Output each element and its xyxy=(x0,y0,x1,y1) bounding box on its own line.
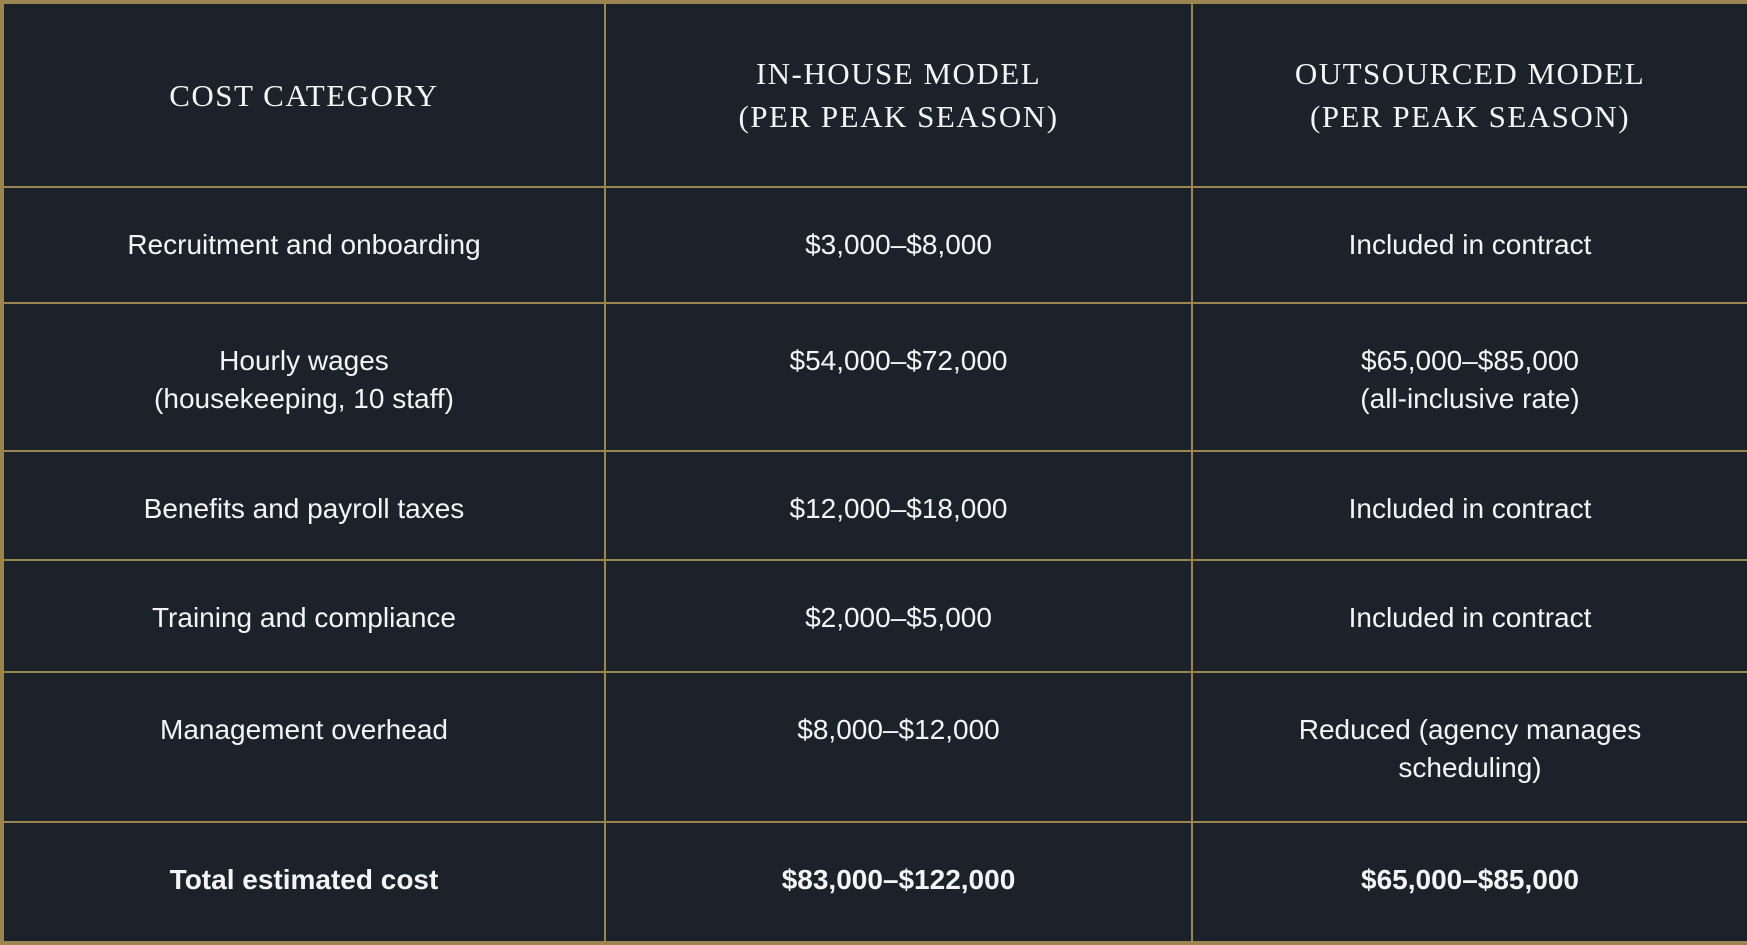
cell-in-house xyxy=(605,303,1192,451)
cell-outsourced xyxy=(1192,560,1747,672)
cell-text: $65,000–$85,000 xyxy=(1361,864,1579,895)
cell-text: Included in contract xyxy=(1348,229,1592,260)
cell-text: (housekeeping, 10 staff) xyxy=(154,383,454,414)
cell-text: Hourly wages xyxy=(219,345,389,376)
table-row xyxy=(2,187,1747,303)
cell-text: scheduling) xyxy=(1398,752,1542,783)
cell-text: $65,000–$85,000 xyxy=(1361,345,1579,376)
header-in-house-model xyxy=(605,2,1192,187)
header-row xyxy=(2,2,1747,187)
cell-category xyxy=(2,303,605,451)
header-cost-category xyxy=(2,2,605,187)
total-row xyxy=(2,822,1747,943)
cell-text: Included in contract xyxy=(1348,493,1592,524)
cell-text: Benefits and payroll taxes xyxy=(143,493,465,524)
cell-category xyxy=(2,822,605,943)
cell-outsourced xyxy=(1192,672,1747,822)
cell-text: $83,000–$122,000 xyxy=(781,864,1016,895)
cell-text: $12,000–$18,000 xyxy=(789,493,1008,524)
cell-text: Recruitment and onboarding xyxy=(127,229,481,260)
cell-text: Total estimated cost xyxy=(169,864,439,895)
cell-outsourced xyxy=(1192,822,1747,943)
cell-in-house xyxy=(605,187,1192,303)
cell-text: Management overhead xyxy=(160,714,448,745)
header-text: COST CATEGORY xyxy=(169,77,439,113)
cell-in-house xyxy=(605,451,1192,560)
cell-in-house xyxy=(605,672,1192,822)
table-row xyxy=(2,672,1747,822)
cell-outsourced xyxy=(1192,303,1747,451)
header-text: IN-HOUSE MODEL xyxy=(755,56,1042,91)
header-outsourced-model xyxy=(1192,2,1747,187)
cell-category xyxy=(2,451,605,560)
cell-category xyxy=(2,187,605,303)
cell-text: Included in contract xyxy=(1348,602,1592,633)
header-subtext: (PER PEAK SEASON) xyxy=(738,99,1059,134)
cell-text: $8,000–$12,000 xyxy=(797,714,1000,745)
cell-in-house xyxy=(605,560,1192,672)
header-subtext: (PER PEAK SEASON) xyxy=(1309,99,1631,134)
cell-in-house xyxy=(605,822,1192,943)
cell-text: $54,000–$72,000 xyxy=(789,345,1008,376)
cell-category xyxy=(2,672,605,822)
cell-text: Reduced (agency manages xyxy=(1298,714,1642,745)
cell-outsourced xyxy=(1192,187,1747,303)
cell-text: $3,000–$8,000 xyxy=(805,229,992,260)
header-text: OUTSOURCED MODEL xyxy=(1294,56,1646,91)
table-row xyxy=(2,560,1747,672)
cell-outsourced xyxy=(1192,451,1747,560)
table-row xyxy=(2,303,1747,451)
cell-text: $2,000–$5,000 xyxy=(805,602,992,633)
cell-text: (all-inclusive rate) xyxy=(1360,383,1580,414)
cell-text: Training and compliance xyxy=(151,602,457,633)
table-row xyxy=(2,451,1747,560)
cell-category xyxy=(2,560,605,672)
